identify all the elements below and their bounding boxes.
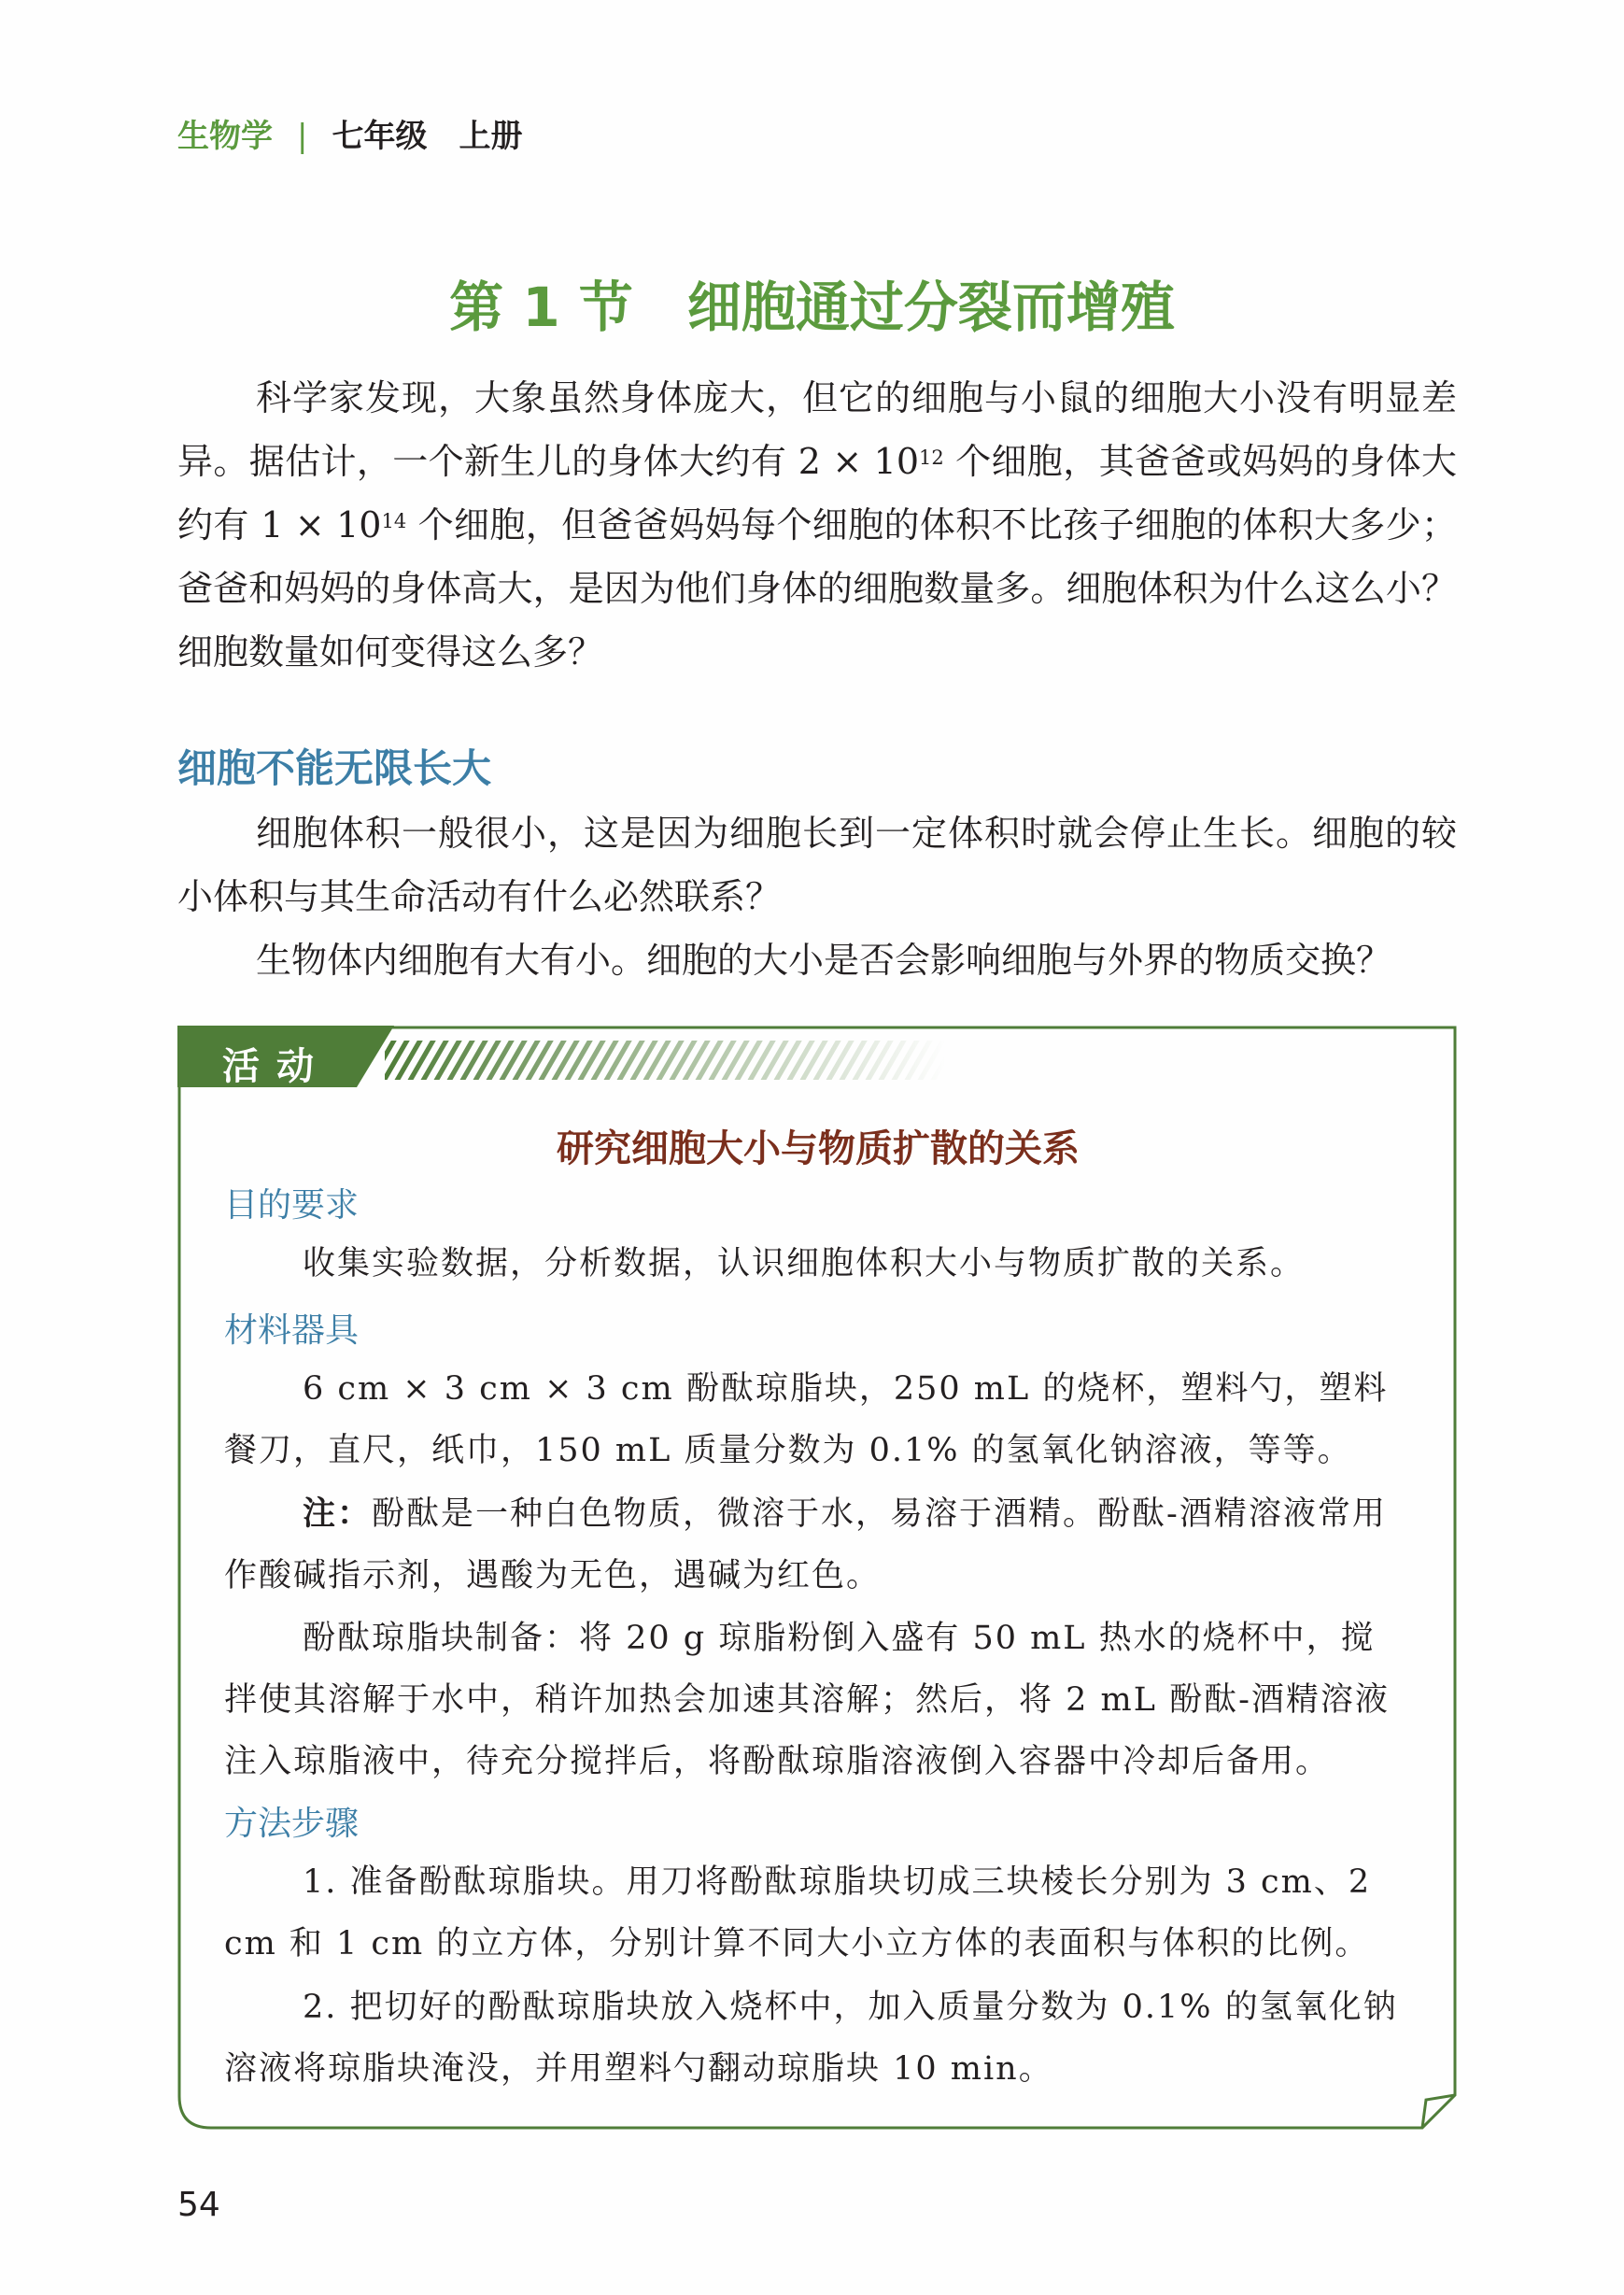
materials-heading: 材料器具 [224, 1311, 360, 1350]
prep-text: 酚酞琼脂块制备：将 20 g 琼脂粉倒入盛有 50 mL 热水的烧杯中，搅拌使其溶解于水中，稍许加热会加速其溶解；然后，将 2 mL 酚酞-酒精溶液注入琼脂液中，待充分搅拌后，将酚酞琼脂溶液倒入容器中冷却后备用。 [224, 1620, 1390, 1780]
intro-text-a: 科学家发现，大象虽然身体庞大，但它的细胞与小鼠的细胞大小没有明显差异。据估计，一个新生儿的身体大约有 2 × 10 [177, 377, 1457, 482]
steps-heading: 方法步骤 [224, 1805, 360, 1843]
goal-text: 收集实验数据，分析数据，认识细胞体积大小与物质扩散的关系。 [303, 1245, 1306, 1282]
intro-text-c: 个细胞，但爸爸妈妈每个细胞的体积不比孩子细胞的体积大多少；爸爸和妈妈的身体高大，是因为他们身体的细胞数量多。细胞体积为什么这么小？细胞数量如何变得这么多？ [177, 504, 1458, 673]
page-number: 54 [177, 2186, 220, 2224]
subject-label: 生物学 [177, 118, 273, 155]
note-text [224, 1483, 1401, 1607]
step-1: 1. 准备酚酞琼脂块。用刀将酚酞琼脂块切成三块棱长分别为 3 cm、2 cm 和 1 cm 的立方体，分别计算不同大小立方体的表面积与体积的比例。 [224, 1863, 1372, 1962]
activity-title: 研究细胞大小与物质扩散的关系 [557, 1126, 1080, 1170]
running-header [177, 110, 522, 156]
exponent-14: 14 [381, 510, 407, 532]
goal-heading: 目的要求 [224, 1186, 360, 1225]
header-separator: | [297, 118, 308, 155]
subsection-heading: 细胞不能无限长大 [177, 745, 492, 791]
subsection-paragraph-2: 生物体内细胞有大有小。细胞的大小是否会影响细胞与外界的物质交换？ [256, 940, 1392, 981]
intro-paragraph [177, 366, 1457, 684]
note-body: 酚酞是一种白色物质，微溶于水，易溶于酒精。酚酞-酒精溶液常用作酸碱指示剂，遇酸为无色，遇碱为红色。 [224, 1495, 1387, 1594]
step-2: 2. 把切好的酚酞琼脂块放入烧杯中，加入质量分数为 0.1% 的氢氧化钠溶液将琼脂块淹没，并用塑料勺翻动琼脂块 10 min。 [224, 1989, 1398, 2088]
stripe-decoration [385, 1041, 945, 1080]
intro-text-b: 个细胞，其爸爸或妈妈的身体大约有 1 × 10 [177, 441, 1457, 545]
note-label: 注： [303, 1495, 373, 1533]
exponent-12: 12 [919, 446, 944, 469]
materials-text: 6 cm × 3 cm × 3 cm 酚酞琼脂块，250 mL 的烧杯，塑料勺，塑料餐刀，直尺，纸巾，150 mL 质量分数为 0.1% 的氢氧化钠溶液，等等。 [224, 1370, 1389, 1469]
activity-tag: 活动 [222, 1044, 331, 1088]
grade-label: 七年级 上册 [332, 118, 523, 155]
section-title: 第 1 节 细胞通过分裂而增殖 [449, 276, 1175, 339]
subsection-paragraph-1: 细胞体积一般很小，这是因为细胞长到一定体积时就会停止生长。细胞的较小体积与其生命活动有什么必然联系？ [177, 813, 1457, 917]
activity-box [177, 1026, 1459, 2131]
